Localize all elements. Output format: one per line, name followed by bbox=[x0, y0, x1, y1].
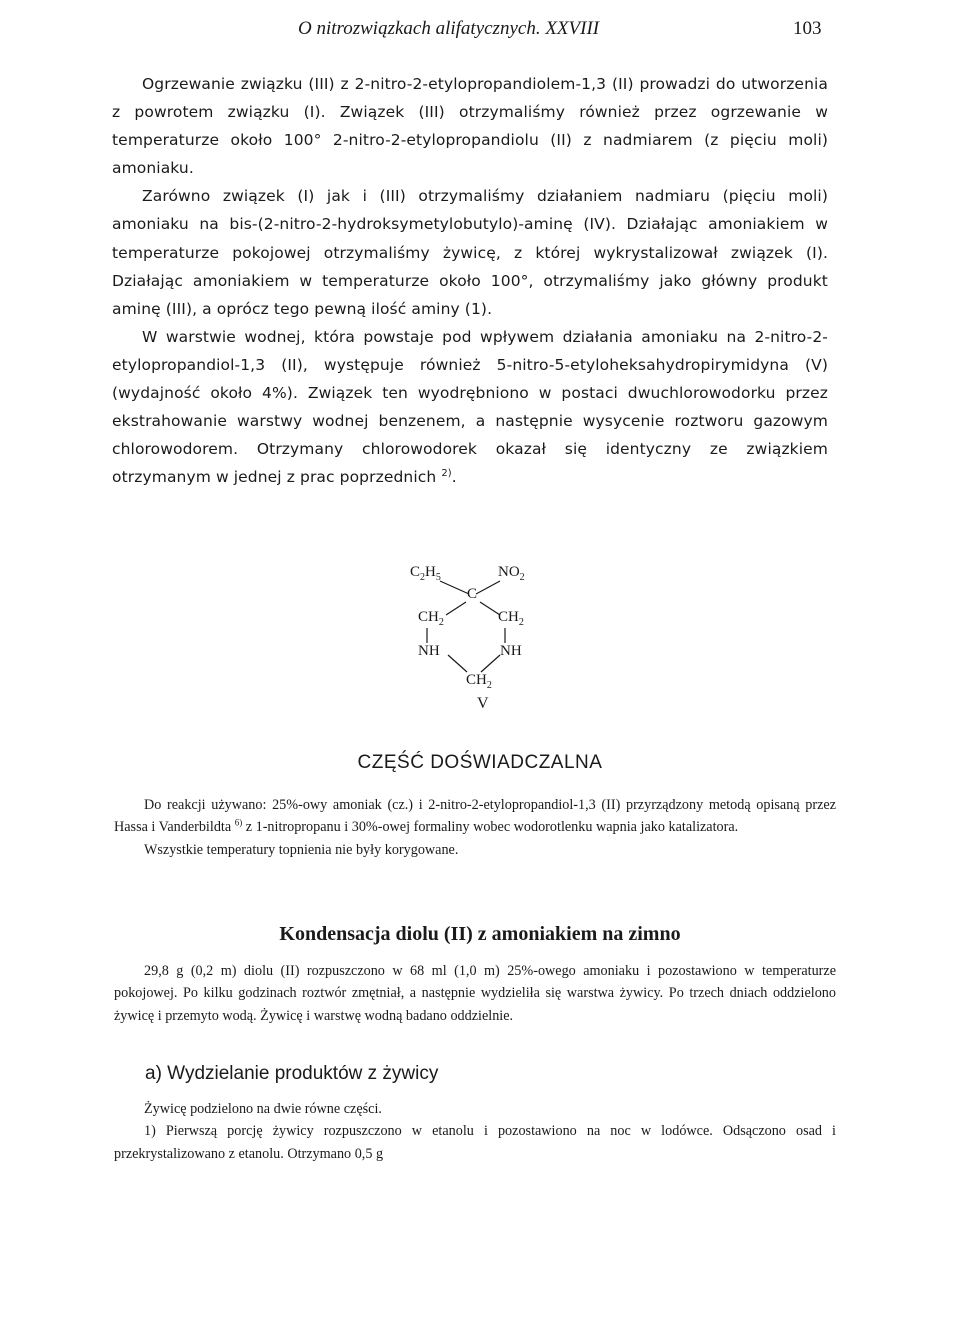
nh-left: NH bbox=[418, 643, 440, 659]
subsection-heading: Kondensacja diolu (II) z amoniakiem na zimno bbox=[279, 923, 681, 945]
bond-c-ch2-left bbox=[446, 602, 466, 615]
part-a-paragraph-2: 1) Pierwszą porcję żywicy rozpuszczono w etanolu i pozostawiono na noc w lodówce. Odsączono osad i przekrystalizowano z etanolu. Otrzymano 0,5 g bbox=[114, 1123, 836, 1162]
bond-ethyl-c bbox=[440, 581, 469, 594]
bond-c-ch2-right bbox=[480, 602, 500, 615]
paragraph-3-text: W warstwie wodnej, która powstaje pod wpływem działania amoniaku na 2-nitro-2-etylopropandiol-1,3 (II), występuje również 5-nitro-5-etyloheksahydropirymidyna (V) (wydajność około 4%). Związek ten wyodrębniono w postaci dwuchlorowodorku przez ekstrahowanie warstwy wodnej benzenem, a następnie wysycenie roztworu gazowym chlorowodorem. Otrzymany chlorowodorek okazał się identyczny ze związkiem otrzymanym w jednej z prac poprzednich bbox=[112, 327, 828, 487]
intro-text-b: z 1-nitropropanu i 30%-owej formaliny wobec wodorotlenku wapnia jako katalizatora. bbox=[242, 819, 739, 836]
bond-no2-c bbox=[476, 581, 500, 594]
bond-nh-ch2-left bbox=[448, 655, 467, 672]
section-heading: CZĘŚĆ DOŚWIADCZALNA bbox=[357, 752, 603, 773]
reference-marker: 2) bbox=[441, 468, 452, 480]
condensation-text bbox=[114, 960, 836, 1027]
ch2-right: $CH_2$ bbox=[498, 609, 524, 628]
ch2-left: $CH_2$ bbox=[418, 609, 444, 628]
condensation-paragraph: 29,8 g (0,2 m) diolu (II) rozpuszczono w 68 ml (1,0 m) 25%-owego amoniaku i pozostawiono w temperaturze pokojowej. Po kilku godzinach roztwór zmętniał, a następnie wydzieliła się warstwa żywicy. Po trzech dniach oddzielono żywicę i przemyto wodą. Żywicę i warstwę wodną badano oddzielnie. bbox=[114, 963, 836, 1024]
structure-label: V bbox=[477, 695, 489, 712]
part-a-text bbox=[114, 1098, 836, 1165]
quaternary-carbon: C bbox=[467, 586, 478, 602]
ethyl-group: $C_2H_5$ bbox=[410, 564, 441, 583]
running-head-title: O nitrozwiązkach alifatycznych. XXVIII bbox=[298, 18, 600, 39]
bond-nh-ch2-right bbox=[481, 655, 500, 672]
experimental-intro-paragraph bbox=[114, 794, 836, 839]
nitro-group: $NO_2$ bbox=[498, 564, 525, 583]
paragraph-2: Zarówno związek (I) jak i (III) otrzymaliśmy działaniem nadmiaru (pięciu moli) amoniaku na bis-(2-nitro-2-hydroksymetylobutylo)-aminę (IV). Działając amoniakiem w temperaturze pokojowej otrzymaliśmy żywicę, z której wykrystalizował związek (I). Działając amoniakiem w temperaturze około 100°, otrzymaliśmy jako główny produkt aminę (III), a oprócz tego pewną ilość aminy (1). bbox=[112, 187, 828, 318]
part-a-paragraph-1: Żywicę podzielono na dwie równe części. bbox=[144, 1101, 382, 1117]
experimental-intro bbox=[114, 794, 836, 861]
part-a-heading: a) Wydzielanie produktów z żywicy bbox=[145, 1063, 439, 1084]
running-head bbox=[0, 18, 960, 44]
paragraph-3 bbox=[112, 323, 828, 492]
chemical-structure-v bbox=[396, 564, 556, 714]
page-number: 103 bbox=[793, 18, 822, 39]
ch2-bottom: $CH_2$ bbox=[466, 672, 492, 691]
intro-text-a: Do reakcji używano: 25%-owy amoniak (cz.) i 2-nitro-2-etylopropandiol-1,3 (II) przyrządzony metodą opisaną przez Hassa i Vanderbildta bbox=[114, 797, 836, 836]
intro-reference-marker: 6) bbox=[234, 817, 243, 828]
paragraph-1: Ogrzewanie związku (III) z 2-nitro-2-etylopropandiolem-1,3 (II) prowadzi do utworzenia z powrotem związku (I). Związek (III) otrzymaliśmy również przez ogrzewanie w temperaturze około 100° 2-nitro-2-etylopropandiolu (II) z nadmiarem (z pięciu moli) amoniaku. bbox=[112, 75, 828, 178]
body-text bbox=[112, 70, 828, 491]
experimental-note: Wszystkie temperatury topnienia nie były korygowane. bbox=[144, 841, 459, 858]
nh-right: NH bbox=[500, 643, 522, 659]
paragraph-3-end: . bbox=[451, 468, 457, 487]
